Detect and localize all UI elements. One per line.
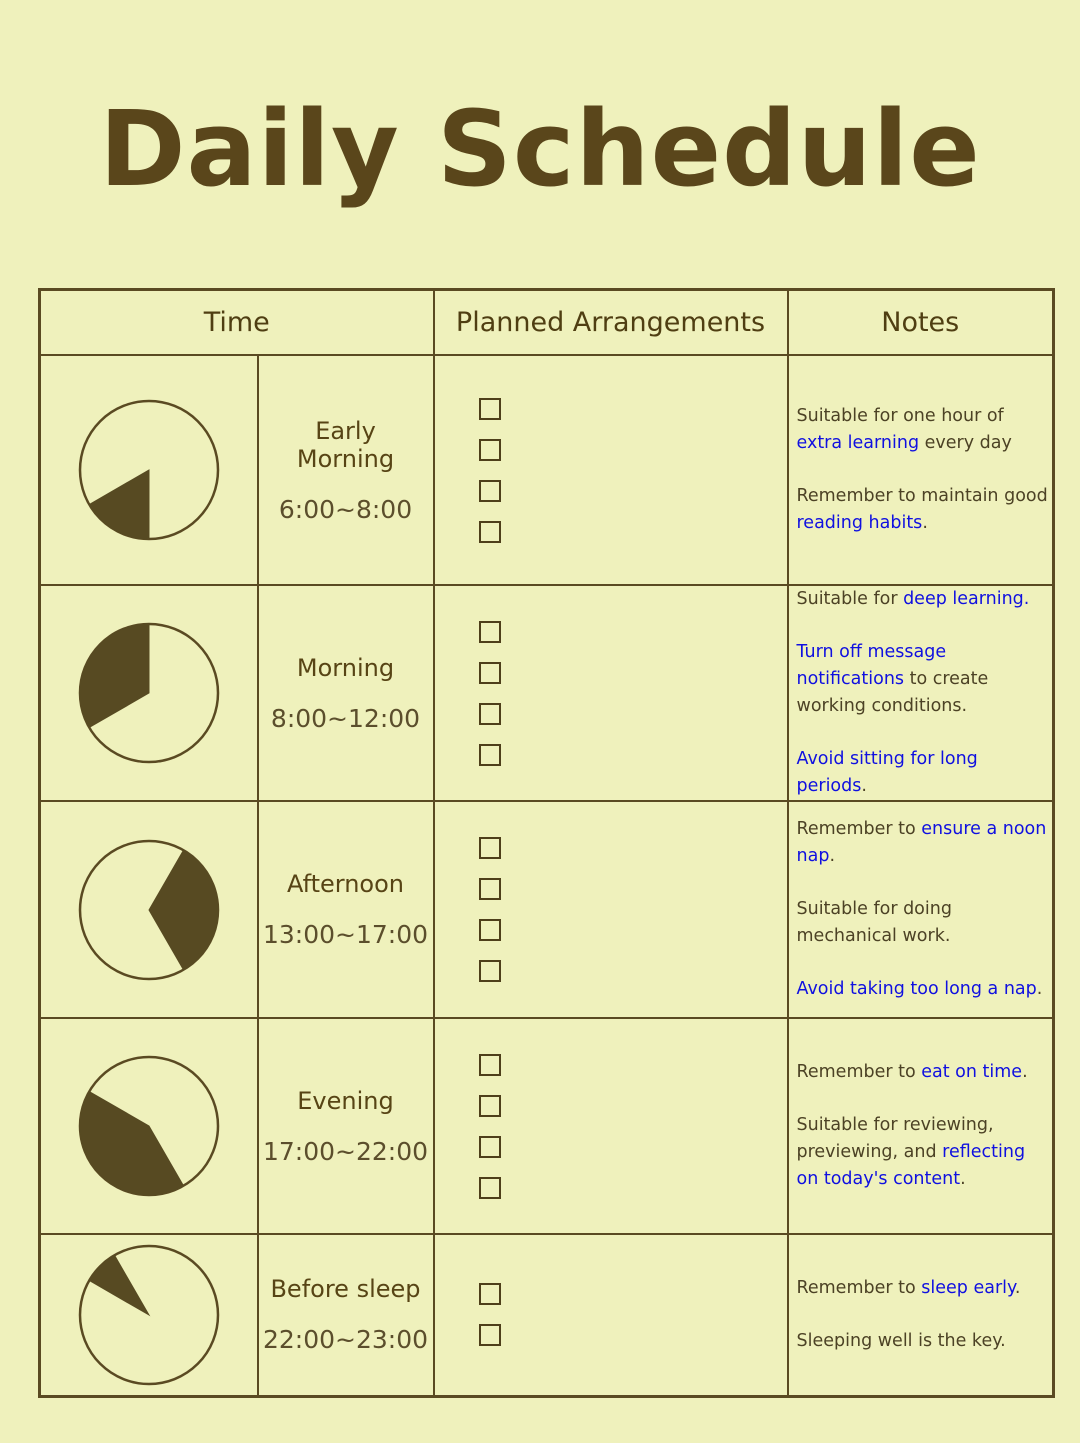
task-checkbox[interactable]	[479, 521, 501, 543]
note-paragraph	[797, 816, 1053, 870]
period-name: Evening	[297, 1086, 394, 1115]
period-name: Before sleep	[270, 1275, 421, 1304]
period-cell	[258, 801, 434, 1018]
note-paragraph	[797, 403, 1053, 457]
note-text: to create working conditions.	[796, 669, 989, 716]
task-checkbox[interactable]	[479, 1324, 501, 1346]
clock-icon	[76, 397, 222, 543]
task-checkbox[interactable]	[479, 439, 501, 461]
schedule-row	[40, 355, 1054, 585]
notes-cell	[788, 355, 1054, 585]
time-header: Time	[40, 290, 434, 356]
clock-icon	[76, 1053, 222, 1199]
clock-time-wedge	[149, 850, 218, 970]
task-checkbox[interactable]	[479, 621, 501, 643]
task-checkbox[interactable]	[479, 1283, 501, 1305]
note-highlight: reading habits	[796, 513, 923, 533]
notes-cell	[788, 1234, 1054, 1396]
notes-cell	[788, 1018, 1054, 1234]
clock-cell	[40, 1234, 258, 1396]
period-time: 8:00~12:00	[270, 703, 421, 733]
clock-time-wedge	[80, 1092, 184, 1196]
task-checkbox[interactable]	[479, 1177, 501, 1199]
note-paragraph	[797, 639, 1053, 720]
task-checkbox[interactable]	[479, 919, 501, 941]
clock-time-wedge	[89, 1255, 149, 1315]
note-text: Remember to maintain good	[796, 486, 1048, 506]
task-checkbox[interactable]	[479, 837, 501, 859]
note-highlight: eat on time	[921, 1062, 1023, 1082]
clock-cell	[40, 585, 258, 801]
planned-arrangements-cell	[434, 585, 788, 801]
notes-cell	[788, 585, 1054, 801]
schedule-table	[38, 288, 1055, 1398]
note-paragraph	[797, 1328, 1053, 1355]
note-paragraph	[797, 1112, 1053, 1193]
period-name: Early	[315, 416, 376, 445]
clock-time-wedge	[89, 470, 149, 539]
period-time: 22:00~23:00	[262, 1325, 429, 1355]
clock-time-wedge	[80, 624, 149, 728]
note-text: Suitable for doing mechanical work.	[796, 899, 952, 946]
period-name-line2: Morning	[296, 444, 395, 473]
note-text: .	[1014, 1277, 1021, 1298]
note-text: .	[861, 776, 867, 796]
note-text: Sleeping well is the key.	[796, 1330, 1006, 1351]
task-checkbox[interactable]	[479, 480, 501, 502]
note-text: .	[829, 846, 836, 866]
period-name: Morning	[296, 653, 395, 682]
note-text: .	[960, 1169, 966, 1189]
note-highlight: Avoid taking too long a nap	[796, 979, 1037, 999]
note-paragraph	[797, 746, 1053, 800]
note-text: Remember to	[796, 1062, 922, 1082]
schedule-row	[40, 801, 1054, 1018]
note-highlight: ensure a noon nap	[796, 819, 1047, 866]
period-name: Afternoon	[287, 870, 404, 898]
note-text: .	[1036, 979, 1043, 999]
note-text: .	[922, 513, 928, 533]
header-row	[40, 290, 1054, 356]
note-paragraph	[797, 1275, 1053, 1302]
task-checkbox[interactable]	[479, 878, 501, 900]
note-text: Suitable for one hour of	[796, 406, 1004, 426]
task-checkbox[interactable]	[479, 662, 501, 684]
note-paragraph	[797, 1059, 1053, 1086]
planned-arrangements-cell	[434, 801, 788, 1018]
schedule-row	[40, 1018, 1054, 1234]
note-text: every day	[919, 433, 1012, 453]
planned-arrangements-header: Planned Arrangements	[434, 290, 788, 356]
period-time: 13:00~17:00	[262, 920, 429, 949]
planned-arrangements-cell	[434, 355, 788, 585]
note-highlight: deep learning.	[903, 589, 1030, 609]
task-checkbox[interactable]	[479, 1095, 501, 1117]
task-checkbox[interactable]	[479, 398, 501, 420]
period-time: 17:00~22:00	[262, 1136, 429, 1166]
schedule-row	[40, 585, 1054, 801]
clock-cell	[40, 1018, 258, 1234]
schedule-rows	[40, 355, 1054, 1396]
note-paragraph	[797, 586, 1053, 613]
page-title: Daily Schedule	[99, 88, 981, 210]
clock-icon	[76, 1242, 222, 1388]
planned-arrangements-cell	[434, 1018, 788, 1234]
note-paragraph	[797, 976, 1053, 1003]
note-highlight: reflecting on today's content	[796, 1142, 1026, 1189]
clock-icon	[76, 837, 222, 983]
note-text: Remember to	[796, 819, 922, 839]
period-cell	[258, 1234, 434, 1396]
period-cell	[258, 355, 434, 585]
note-text: Remember to	[796, 1277, 922, 1298]
note-highlight: Turn off message notifications	[796, 642, 947, 689]
note-highlight: sleep early	[921, 1277, 1015, 1298]
task-checkbox[interactable]	[479, 960, 501, 982]
period-cell	[258, 585, 434, 801]
period-time: 6:00~8:00	[278, 494, 413, 524]
note-text: Suitable for	[796, 589, 904, 609]
task-checkbox[interactable]	[479, 703, 501, 725]
notes-cell	[788, 801, 1054, 1018]
schedule-row	[40, 1234, 1054, 1396]
planned-arrangements-cell	[434, 1234, 788, 1396]
task-checkbox[interactable]	[479, 1136, 501, 1158]
clock-icon	[76, 620, 222, 766]
note-highlight: extra learning	[796, 433, 920, 453]
note-text: .	[1022, 1062, 1028, 1082]
clock-cell	[40, 801, 258, 1018]
note-highlight: Avoid sitting for long periods	[796, 749, 978, 796]
note-text: Suitable for reviewing, previewing, and	[796, 1115, 994, 1162]
clock-cell	[40, 355, 258, 585]
period-cell	[258, 1018, 434, 1234]
note-paragraph	[797, 896, 1053, 950]
task-checkbox[interactable]	[479, 1054, 501, 1076]
notes-header: Notes	[788, 290, 1054, 356]
note-paragraph	[797, 483, 1053, 537]
task-checkbox[interactable]	[479, 744, 501, 766]
